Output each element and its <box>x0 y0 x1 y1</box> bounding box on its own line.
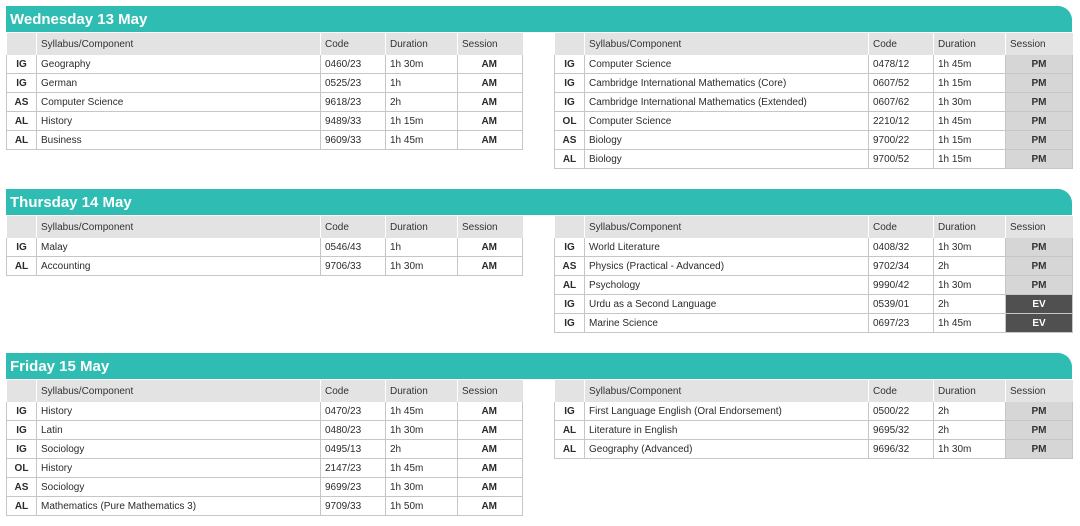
column-header-code: Code <box>321 33 386 55</box>
code-cell: 9700/52 <box>869 150 934 169</box>
table-row <box>7 459 523 478</box>
table-header-row <box>7 216 523 238</box>
table-row <box>555 131 1073 150</box>
table-header-row <box>555 216 1073 238</box>
duration-cell: 2h <box>934 295 1006 314</box>
table-row <box>7 440 523 459</box>
syllabus-cell: Mathematics (Pure Mathematics 3) <box>37 497 321 516</box>
session-cell: AM <box>458 93 523 112</box>
level-cell: IG <box>555 238 585 257</box>
day-header: Wednesday 13 May <box>6 6 1072 32</box>
table-row <box>555 257 1073 276</box>
code-cell: 2210/12 <box>869 112 934 131</box>
syllabus-cell: Geography (Advanced) <box>585 440 869 459</box>
table-row <box>7 74 523 93</box>
session-cell: PM <box>1006 74 1073 93</box>
duration-cell: 1h 45m <box>386 131 458 150</box>
duration-cell: 1h 45m <box>386 459 458 478</box>
level-cell: AL <box>7 497 37 516</box>
session-cell: PM <box>1006 150 1073 169</box>
column-header-code: Code <box>321 380 386 402</box>
session-cell: AM <box>458 421 523 440</box>
column-header-duration: Duration <box>934 380 1006 402</box>
level-cell: AL <box>555 276 585 295</box>
syllabus-cell: First Language English (Oral Endorsement) <box>585 402 869 421</box>
syllabus-cell: Computer Science <box>37 93 321 112</box>
table-row <box>555 93 1073 112</box>
code-cell: 9695/32 <box>869 421 934 440</box>
table-row <box>7 93 523 112</box>
duration-cell: 1h <box>386 74 458 93</box>
column-header-session: Session <box>1006 33 1073 55</box>
syllabus-cell: Cambridge International Mathematics (Extended) <box>585 93 869 112</box>
session-cell: PM <box>1006 421 1073 440</box>
syllabus-cell: Cambridge International Mathematics (Core) <box>585 74 869 93</box>
afternoon-exam-table <box>554 216 1073 333</box>
syllabus-cell: Literature in English <box>585 421 869 440</box>
column-header-duration: Duration <box>386 216 458 238</box>
code-cell: 0460/23 <box>321 55 386 74</box>
level-cell: OL <box>7 459 37 478</box>
code-cell: 0480/23 <box>321 421 386 440</box>
syllabus-cell: History <box>37 112 321 131</box>
column-header-level <box>7 216 37 238</box>
syllabus-cell: Biology <box>585 131 869 150</box>
level-cell: AS <box>7 478 37 497</box>
table-row <box>555 55 1073 74</box>
session-cell: AM <box>458 131 523 150</box>
level-cell: AL <box>555 421 585 440</box>
syllabus-cell: Sociology <box>37 478 321 497</box>
duration-cell: 2h <box>934 402 1006 421</box>
code-cell: 0525/23 <box>321 74 386 93</box>
level-cell: AS <box>555 257 585 276</box>
level-cell: OL <box>555 112 585 131</box>
duration-cell: 1h 30m <box>934 93 1006 112</box>
session-cell: PM <box>1006 131 1073 150</box>
column-header-syllabus: Syllabus/Component <box>585 33 869 55</box>
column-header-level <box>555 380 585 402</box>
session-cell: AM <box>458 112 523 131</box>
session-cell: AM <box>458 497 523 516</box>
syllabus-cell: Computer Science <box>585 112 869 131</box>
table-header-row <box>7 33 523 55</box>
table-row <box>555 112 1073 131</box>
duration-cell: 1h 15m <box>934 131 1006 150</box>
duration-cell: 1h 30m <box>386 257 458 276</box>
table-row <box>7 497 523 516</box>
level-cell: IG <box>555 55 585 74</box>
column-header-session: Session <box>458 380 523 402</box>
syllabus-cell: Biology <box>585 150 869 169</box>
table-row <box>555 421 1073 440</box>
column-header-syllabus: Syllabus/Component <box>585 216 869 238</box>
duration-cell: 1h 50m <box>386 497 458 516</box>
syllabus-cell: Marine Science <box>585 314 869 333</box>
code-cell: 9609/33 <box>321 131 386 150</box>
duration-cell: 2h <box>934 257 1006 276</box>
table-row <box>7 112 523 131</box>
afternoon-exam-table <box>554 380 1073 459</box>
table-row <box>555 295 1073 314</box>
column-header-code: Code <box>869 33 934 55</box>
session-cell: PM <box>1006 257 1073 276</box>
afternoon-exam-table <box>554 33 1073 169</box>
duration-cell: 1h <box>386 238 458 257</box>
session-cell: AM <box>458 238 523 257</box>
code-cell: 0539/01 <box>869 295 934 314</box>
session-cell: EV <box>1006 314 1073 333</box>
session-cell: PM <box>1006 55 1073 74</box>
level-cell: IG <box>7 238 37 257</box>
duration-cell: 1h 30m <box>386 421 458 440</box>
table-row <box>7 478 523 497</box>
level-cell: AL <box>7 257 37 276</box>
table-header-row <box>555 33 1073 55</box>
code-cell: 9702/34 <box>869 257 934 276</box>
code-cell: 9489/33 <box>321 112 386 131</box>
level-cell: IG <box>555 295 585 314</box>
column-header-level <box>7 33 37 55</box>
duration-cell: 1h 15m <box>386 112 458 131</box>
code-cell: 0607/52 <box>869 74 934 93</box>
duration-cell: 1h 45m <box>386 402 458 421</box>
level-cell: AL <box>555 440 585 459</box>
level-cell: IG <box>7 440 37 459</box>
syllabus-cell: German <box>37 74 321 93</box>
syllabus-cell: Sociology <box>37 440 321 459</box>
level-cell: AL <box>7 112 37 131</box>
level-cell: IG <box>7 74 37 93</box>
day-header: Thursday 14 May <box>6 189 1072 215</box>
column-header-session: Session <box>458 33 523 55</box>
session-cell: AM <box>458 440 523 459</box>
table-row <box>7 238 523 257</box>
morning-exam-table <box>6 380 523 516</box>
level-cell: IG <box>7 421 37 440</box>
column-header-code: Code <box>321 216 386 238</box>
column-header-session: Session <box>1006 216 1073 238</box>
table-row <box>555 440 1073 459</box>
column-header-duration: Duration <box>386 33 458 55</box>
morning-exam-table <box>6 216 523 276</box>
level-cell: IG <box>7 55 37 74</box>
table-header-row <box>7 380 523 402</box>
column-header-syllabus: Syllabus/Component <box>37 216 321 238</box>
syllabus-cell: History <box>37 402 321 421</box>
code-cell: 0470/23 <box>321 402 386 421</box>
syllabus-cell: Computer Science <box>585 55 869 74</box>
syllabus-cell: Accounting <box>37 257 321 276</box>
session-cell: AM <box>458 459 523 478</box>
syllabus-cell: Malay <box>37 238 321 257</box>
level-cell: IG <box>555 314 585 333</box>
table-row <box>555 276 1073 295</box>
code-cell: 0697/23 <box>869 314 934 333</box>
syllabus-cell: Geography <box>37 55 321 74</box>
syllabus-cell: World Literature <box>585 238 869 257</box>
table-header-row <box>555 380 1073 402</box>
table-row <box>7 402 523 421</box>
level-cell: IG <box>555 93 585 112</box>
code-cell: 9700/22 <box>869 131 934 150</box>
column-header-syllabus: Syllabus/Component <box>37 33 321 55</box>
session-cell: EV <box>1006 295 1073 314</box>
level-cell: AS <box>555 131 585 150</box>
table-row <box>7 55 523 74</box>
code-cell: 2147/23 <box>321 459 386 478</box>
syllabus-cell: Psychology <box>585 276 869 295</box>
column-header-session: Session <box>1006 380 1073 402</box>
level-cell: IG <box>7 402 37 421</box>
code-cell: 0607/62 <box>869 93 934 112</box>
column-header-level <box>555 216 585 238</box>
duration-cell: 1h 30m <box>934 238 1006 257</box>
code-cell: 9990/42 <box>869 276 934 295</box>
level-cell: AS <box>7 93 37 112</box>
morning-exam-table <box>6 33 523 150</box>
code-cell: 0495/13 <box>321 440 386 459</box>
syllabus-cell: Physics (Practical - Advanced) <box>585 257 869 276</box>
session-cell: PM <box>1006 402 1073 421</box>
column-header-duration: Duration <box>386 380 458 402</box>
session-cell: AM <box>458 257 523 276</box>
duration-cell: 1h 45m <box>934 314 1006 333</box>
duration-cell: 2h <box>386 440 458 459</box>
table-row <box>555 402 1073 421</box>
table-row <box>555 74 1073 93</box>
duration-cell: 1h 15m <box>934 74 1006 93</box>
duration-cell: 1h 30m <box>386 478 458 497</box>
session-cell: AM <box>458 402 523 421</box>
table-row <box>555 314 1073 333</box>
duration-cell: 1h 45m <box>934 112 1006 131</box>
code-cell: 9696/32 <box>869 440 934 459</box>
column-header-duration: Duration <box>934 216 1006 238</box>
duration-cell: 2h <box>934 421 1006 440</box>
session-cell: PM <box>1006 93 1073 112</box>
code-cell: 0408/32 <box>869 238 934 257</box>
syllabus-cell: Business <box>37 131 321 150</box>
code-cell: 0546/43 <box>321 238 386 257</box>
table-row <box>7 131 523 150</box>
level-cell: IG <box>555 74 585 93</box>
duration-cell: 1h 30m <box>934 440 1006 459</box>
duration-cell: 2h <box>386 93 458 112</box>
column-header-level <box>555 33 585 55</box>
session-cell: AM <box>458 478 523 497</box>
day-header: Friday 15 May <box>6 353 1072 379</box>
session-cell: AM <box>458 55 523 74</box>
level-cell: IG <box>555 402 585 421</box>
session-cell: PM <box>1006 276 1073 295</box>
code-cell: 9709/33 <box>321 497 386 516</box>
column-header-code: Code <box>869 216 934 238</box>
session-cell: PM <box>1006 238 1073 257</box>
duration-cell: 1h 15m <box>934 150 1006 169</box>
column-header-duration: Duration <box>934 33 1006 55</box>
syllabus-cell: Latin <box>37 421 321 440</box>
column-header-syllabus: Syllabus/Component <box>585 380 869 402</box>
code-cell: 9706/33 <box>321 257 386 276</box>
code-cell: 9618/23 <box>321 93 386 112</box>
table-row <box>555 150 1073 169</box>
duration-cell: 1h 45m <box>934 55 1006 74</box>
table-row <box>7 257 523 276</box>
session-cell: PM <box>1006 112 1073 131</box>
column-header-syllabus: Syllabus/Component <box>37 380 321 402</box>
column-header-code: Code <box>869 380 934 402</box>
table-row <box>555 238 1073 257</box>
code-cell: 0478/12 <box>869 55 934 74</box>
duration-cell: 1h 30m <box>386 55 458 74</box>
code-cell: 9699/23 <box>321 478 386 497</box>
table-row <box>7 421 523 440</box>
code-cell: 0500/22 <box>869 402 934 421</box>
syllabus-cell: History <box>37 459 321 478</box>
duration-cell: 1h 30m <box>934 276 1006 295</box>
syllabus-cell: Urdu as a Second Language <box>585 295 869 314</box>
session-cell: PM <box>1006 440 1073 459</box>
level-cell: AL <box>7 131 37 150</box>
column-header-level <box>7 380 37 402</box>
level-cell: AL <box>555 150 585 169</box>
column-header-session: Session <box>458 216 523 238</box>
session-cell: AM <box>458 74 523 93</box>
